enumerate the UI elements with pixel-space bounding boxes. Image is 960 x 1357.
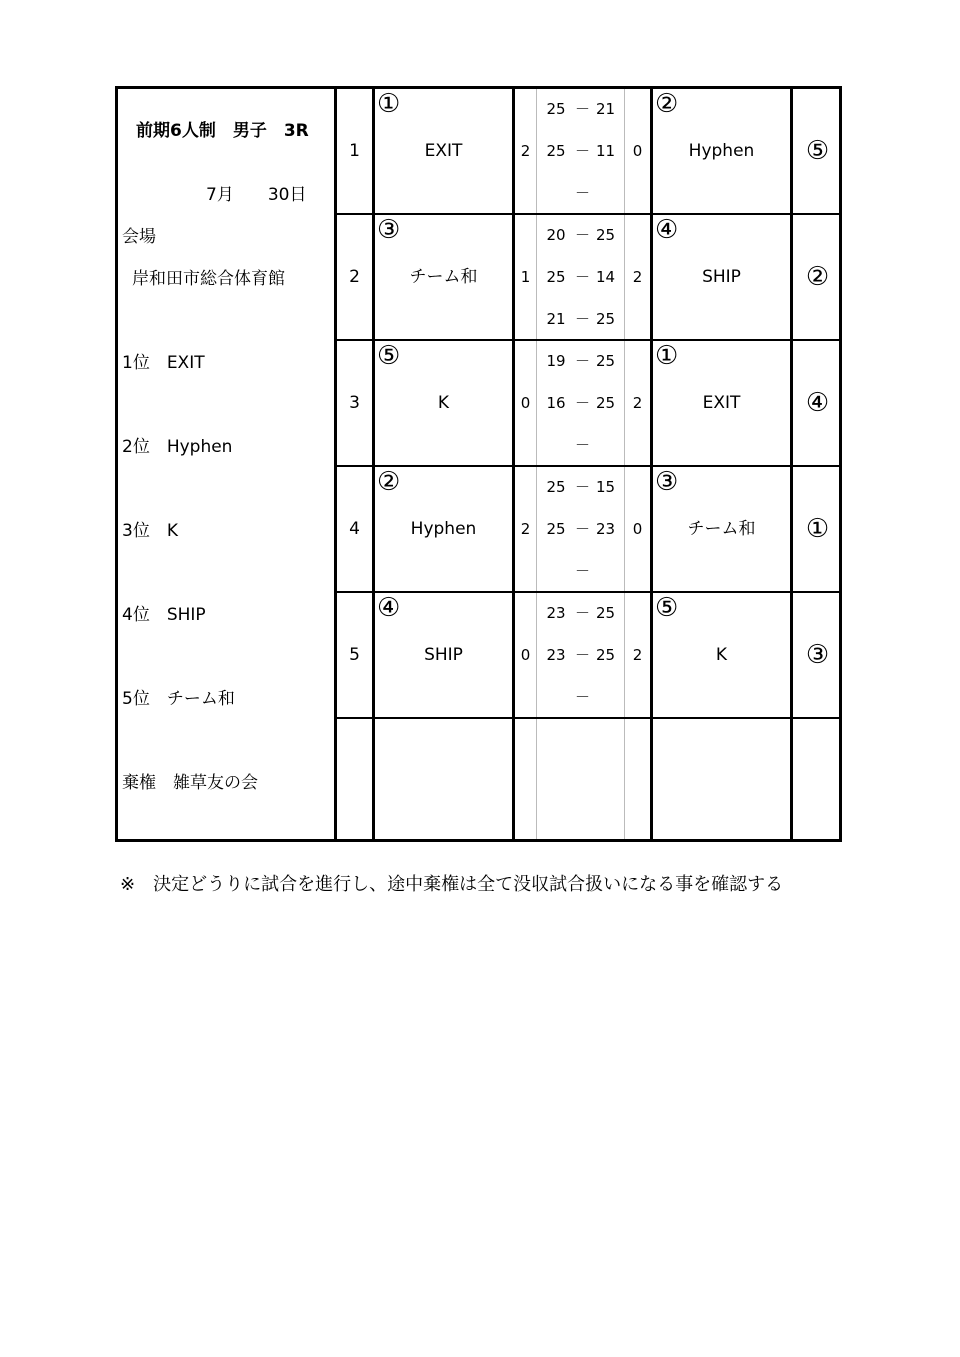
seed-a: ⑤ [377, 341, 401, 371]
divider [334, 213, 839, 215]
team-a: チーム和 [409, 267, 478, 287]
divider [372, 89, 375, 839]
divider [624, 89, 625, 839]
set-score-b: 25 [595, 394, 616, 412]
ranking-2: 2位 Hyphen [122, 437, 233, 457]
seed-a: ④ [377, 593, 401, 623]
referee-seed: ④ [805, 388, 830, 418]
score-dash: － [575, 142, 591, 160]
score-dash: － [575, 520, 591, 538]
set-score-a: 25 [546, 142, 566, 160]
set-score-a: 23 [546, 646, 566, 664]
team-b: Hyphen [688, 141, 755, 161]
seed-a: ① [377, 89, 401, 119]
team-a: K [437, 393, 450, 413]
score-dash: － [575, 562, 591, 580]
ranking-5: 5位 チーム和 [122, 689, 235, 709]
seed-b: ④ [655, 215, 679, 245]
divider [334, 89, 337, 839]
score-dash: － [575, 100, 591, 118]
ranking-3: 3位 K [122, 521, 178, 541]
divider [334, 717, 839, 719]
seed-b: ② [655, 89, 679, 119]
set-score-a: 23 [546, 604, 566, 622]
divider [334, 591, 839, 593]
match-results-sheet [115, 86, 842, 842]
divider [334, 339, 839, 341]
score-dash: － [575, 310, 591, 328]
match-number: 5 [349, 645, 360, 665]
sets-won-b: 0 [632, 142, 643, 160]
divider [536, 89, 537, 839]
set-score-a: 21 [546, 310, 566, 328]
set-score-a: 20 [546, 226, 566, 244]
ranking-1: 1位 EXIT [122, 353, 205, 373]
score-dash: － [575, 436, 591, 454]
score-dash: － [575, 226, 591, 244]
referee-seed: ② [805, 262, 830, 292]
set-score-b: 23 [595, 520, 616, 538]
team-b: K [715, 645, 728, 665]
match-number: 4 [349, 519, 360, 539]
score-dash: － [575, 268, 591, 286]
ranking-4: 4位 SHIP [122, 605, 206, 625]
team-a: SHIP [424, 645, 463, 665]
sets-won-a: 1 [520, 268, 531, 286]
set-score-a: 16 [546, 394, 566, 412]
seed-b: ③ [655, 467, 679, 497]
set-score-b: 11 [595, 142, 616, 160]
seed-a: ② [377, 467, 401, 497]
score-dash: － [575, 478, 591, 496]
seed-b: ⑤ [655, 593, 679, 623]
referee-seed: ⑤ [805, 136, 830, 166]
set-score-a: 25 [546, 100, 566, 118]
team-b: SHIP [702, 267, 741, 287]
set-score-b: 25 [595, 310, 616, 328]
set-score-a: 19 [546, 352, 566, 370]
sets-won-a: 0 [520, 646, 531, 664]
match-number: 3 [349, 393, 360, 413]
set-score-b: 25 [595, 226, 616, 244]
score-dash: － [575, 394, 591, 412]
divider [334, 465, 839, 467]
set-score-b: 21 [595, 100, 616, 118]
score-dash: － [575, 688, 591, 706]
sets-won-a: 2 [520, 520, 531, 538]
tournament-title: 前期6人制 男子 3R [136, 121, 309, 141]
referee-seed: ③ [805, 640, 830, 670]
seed-a: ③ [377, 215, 401, 245]
sets-won-a: 2 [520, 142, 531, 160]
divider [512, 89, 515, 839]
divider [650, 89, 653, 839]
divider [790, 89, 793, 839]
score-dash: － [575, 604, 591, 622]
team-a: Hyphen [410, 519, 477, 539]
forfeit-note: 棄権 雑草友の会 [122, 773, 258, 793]
team-b: チーム和 [687, 519, 756, 539]
sets-won-b: 0 [632, 520, 643, 538]
set-score-b: 25 [595, 646, 616, 664]
sets-won-a: 0 [520, 394, 531, 412]
set-score-b: 25 [595, 604, 616, 622]
set-score-a: 25 [546, 520, 566, 538]
sets-won-b: 2 [632, 394, 643, 412]
venue-label: 会場 [122, 227, 156, 247]
set-score-b: 15 [595, 478, 616, 496]
sets-won-b: 2 [632, 646, 643, 664]
venue-name: 岸和田市総合体育館 [132, 269, 285, 289]
referee-seed: ① [805, 514, 830, 544]
match-date: 7月 30日 [206, 185, 307, 205]
set-score-a: 25 [546, 268, 566, 286]
set-score-b: 14 [595, 268, 616, 286]
set-score-a: 25 [546, 478, 566, 496]
seed-b: ① [655, 341, 679, 371]
team-b: EXIT [702, 393, 741, 413]
match-number: 2 [349, 267, 360, 287]
score-dash: － [575, 646, 591, 664]
team-a: EXIT [424, 141, 463, 161]
score-dash: － [575, 352, 591, 370]
match-number: 1 [349, 141, 360, 161]
footer-note: ※ 決定どうりに試合を進行し、途中棄権は全て没収試合扱いになる事を確認する [120, 874, 784, 895]
score-dash: － [575, 184, 591, 202]
set-score-b: 25 [595, 352, 616, 370]
sets-won-b: 2 [632, 268, 643, 286]
